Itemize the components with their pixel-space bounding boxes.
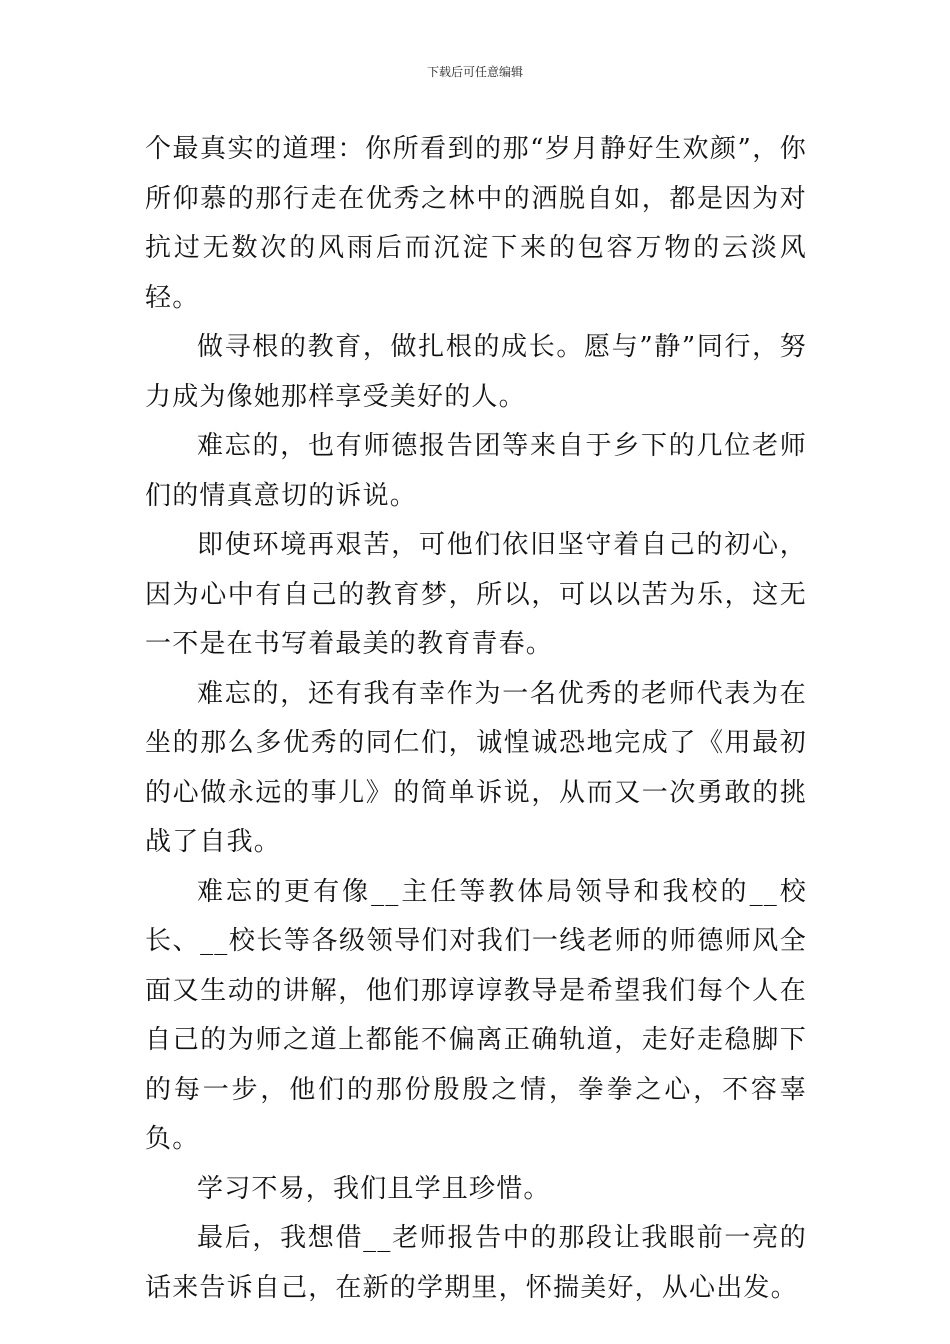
document-body <box>145 125 807 1313</box>
paragraph-4: 即使环境再艰苦，可他们依旧坚守着自己的初心，因为心中有自己的教育梦，所以，可以以苦为乐，这无一不是在书写着最美的教育青春。 <box>145 530 807 659</box>
paragraph-7: 学习不易，我们且学且珍惜。 <box>197 1173 551 1204</box>
paragraph-5: 难忘的，还有我有幸作为一名优秀的老师代表为在坐的那么多优秀的同仁们，诚惶诚恐地完成了《用最初的心做永远的事儿》的简单诉说，从而又一次勇敢的挑战了自我。 <box>145 678 807 857</box>
paragraph-1: 个最真实的道理：你所看到的那“岁月静好生欢颜”，你所仰慕的那行走在优秀之林中的洒脱自如，都是因为对抗过无数次的风雨后而沉淀下来的包容万物的云淡风轻。 <box>145 134 807 313</box>
paragraph-3: 难忘的，也有师德报告团等来自于乡下的几位老师们的情真意切的诉说。 <box>145 431 807 511</box>
page-header: 下载后可任意编辑 <box>426 65 523 79</box>
paragraph-8: 最后，我想借__老师报告中的那段让我眼前一亮的话来告诉自己，在新的学期里，怀揣美好，从心出发。 <box>145 1223 807 1303</box>
paragraph-6: 难忘的更有像__主任等教体局领导和我校的__校长、__校长等各级领导们对我们一线老师的师德师风全面又生动的讲解，他们那谆谆教导是希望我们每个人在自己的为师之道上都能不偏离正确轨道，走好走稳脚下的每一步，他们的那份殷殷之情，拳拳之心，不容辜负。 <box>145 876 807 1154</box>
paragraph-2: 做寻根的教育，做扎根的成长。愿与”静”同行，努力成为像她那样享受美好的人。 <box>145 332 807 412</box>
